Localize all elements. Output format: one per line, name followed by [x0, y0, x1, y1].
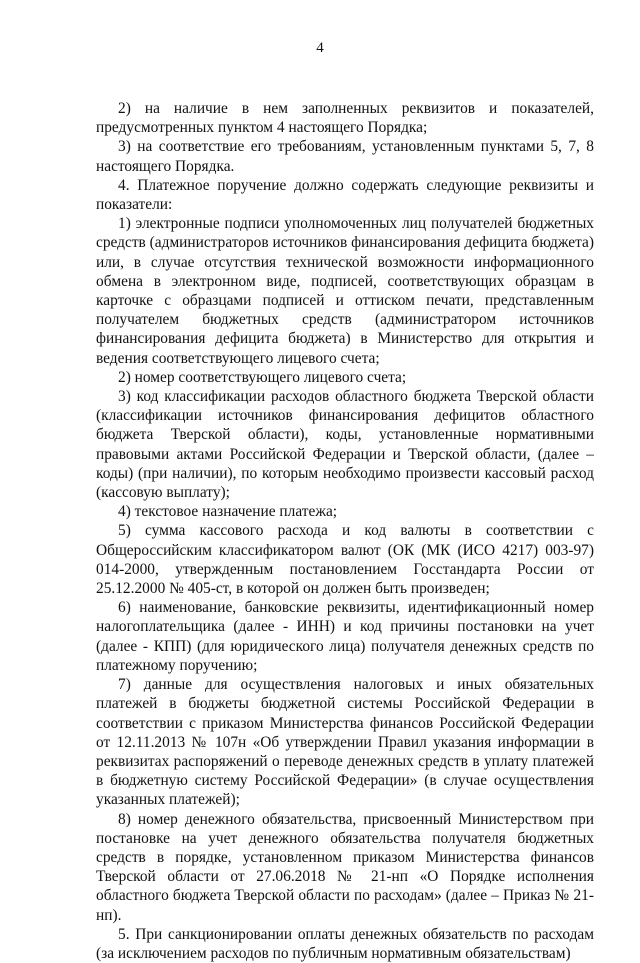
page-number: 4 — [316, 40, 324, 56]
document-body — [96, 99, 594, 963]
paragraph-item-amount-currency: 5) сумма кассового расхода и код валюты в соответствии с Общероссийским классификатором валют (ОК (МК (ИСО 4217) 003-97) 014-2000, утвержденным постановлением Госстандарта России от 25.12.2000 № 405-ст, в которой он должен быть произведен; — [96, 522, 594, 598]
paragraph-item-obligation-number: 8) номер денежного обязательства, присвоенный Министерством при постановке на учет денежного обязательства получателя бюджетных средств в порядке, установленном приказом Министерства финансов Тверской области от 27.06.2018 № 21-нп «О Порядке исполнения областного бюджета Тверской области по расходам» (далее – Приказ № 21-нп). — [96, 810, 594, 924]
paragraph-check-details: 2) на наличие в нем заполненных реквизитов и показателей, предусмотренных пунктом 4 настоящего Порядка; — [96, 100, 594, 137]
paragraph-item-tax-payment-data: 7) данные для осуществления налоговых и иных обязательных платежей в бюджеты бюджетной системы Российской Федерации в соответствии с приказом Министерства финансов Российской Федерации от 12.11.2013 № 107н «Об утверждении Правил указания информации в реквизитах распоряжений о переводе денежных средств в уплату платежей в бюджетную систему Российской Федерации» (в случае осуществления указанных платежей); — [96, 676, 594, 809]
paragraph-item-classification-code: 3) код классификации расходов областного бюджета Тверской области (классификации источников финансирования дефицитов областного бюджета Тверской области), коды, установленные нормативными правовыми актами Российской Федерации и Тверской области, (далее – коды) (при наличии), по которым необходимо произвести кассовый расход (кассовую выплату); — [96, 388, 594, 502]
paragraph-item-signatures: 1) электронные подписи уполномоченных лиц получателей бюджетных средств (администраторов источников финансирования дефицита бюджета) или, в случае отсутствия технической возможности информационного обмена в электронном виде, подписей, соответствующих образцам в карточке с образцами подписей и оттиском печати, представленным получателем бюджетных средств (администратором источников финансирования дефицита бюджета) в Министерство для открытия и ведения соответствующего лицевого счета; — [96, 215, 594, 367]
paragraph-check-requirements: 3) на соответствие его требованиям, установленным пунктами 5, 7, 8 настоящего Порядка. — [96, 138, 594, 175]
paragraph-item-account-number: 2) номер соответствующего лицевого счета; — [118, 368, 407, 386]
paragraph-section-5-intro: 5. При санкционировании оплаты денежных обязательств по расходам (за исключением расходов по публичным нормативным обязательствам) — [96, 925, 594, 962]
paragraph-item-payment-purpose: 4) текстовое назначение платежа; — [118, 503, 338, 521]
paragraph-section-4-intro: 4. Платежное поручение должно содержать следующие реквизиты и показатели: — [96, 176, 594, 214]
paragraph-item-recipient-details: 6) наименование, банковские реквизиты, идентификационный номер налогоплательщика (далее - ИНН) и код причины постановки на учет (далее - КПП) (для юридического лица) получателя денежных средств по платежному поручению; — [96, 599, 594, 674]
